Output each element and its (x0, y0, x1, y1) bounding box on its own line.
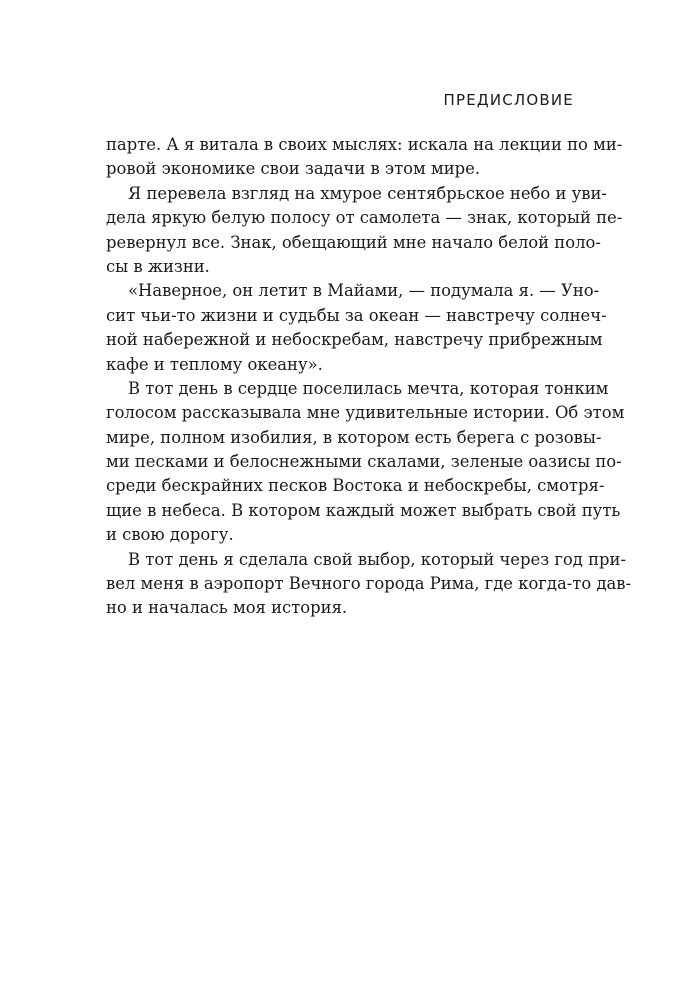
text-line: среди бескрайних песков Востока и небоскребы, смотря- (106, 476, 605, 496)
text-line: В тот день я сделала свой выбор, который через год при- (128, 549, 626, 569)
text-line: мире, полном изобилия, в котором есть берега с розовы- (106, 427, 602, 447)
text-line: парте. А я витала в своих мыслях: искала на лекции по ми- (106, 135, 623, 154)
text-line: Я перевела взгляд на хмурое сентябрьское небо и уви- (128, 183, 607, 203)
text-line: и свою дорогу. (106, 525, 234, 545)
body-text (106, 133, 632, 621)
text-line: «Наверное, он летит в Майами, — подумала я. — Уно- (128, 281, 600, 301)
running-head: ПРЕДИСЛОВИЕ (443, 91, 574, 109)
text-line: В тот день в сердце поселилась мечта, которая тонким (128, 378, 609, 398)
text-line: дела яркую белую полосу от самолета — знак, который пе- (106, 208, 623, 228)
text-line: вел меня в аэропорт Вечного города Рима, где когда-то дав- (106, 574, 632, 594)
text-line: но и началась моя история. (106, 598, 348, 618)
text-line: сит чьи-то жизни и судьбы за океан — навстречу солнеч- (106, 305, 607, 325)
text-line: ми песками и белоснежными скалами, зеленые оазисы по- (106, 452, 622, 472)
text-line: голосом рассказывала мне удивительные истории. Об этом (106, 403, 625, 423)
text-line: кафе и теплому океану». (106, 354, 323, 374)
text-line: ной набережной и небоскребам, навстречу прибрежным (106, 330, 603, 350)
text-line: щие в небеса. В котором каждый может выбрать свой путь (106, 500, 621, 520)
text-line: ровой экономике свои задачи в этом мире. (106, 159, 481, 179)
text-line: ревернул все. Знак, обещающий мне начало белой поло- (106, 232, 601, 252)
text-line: сы в жизни. (106, 256, 210, 276)
